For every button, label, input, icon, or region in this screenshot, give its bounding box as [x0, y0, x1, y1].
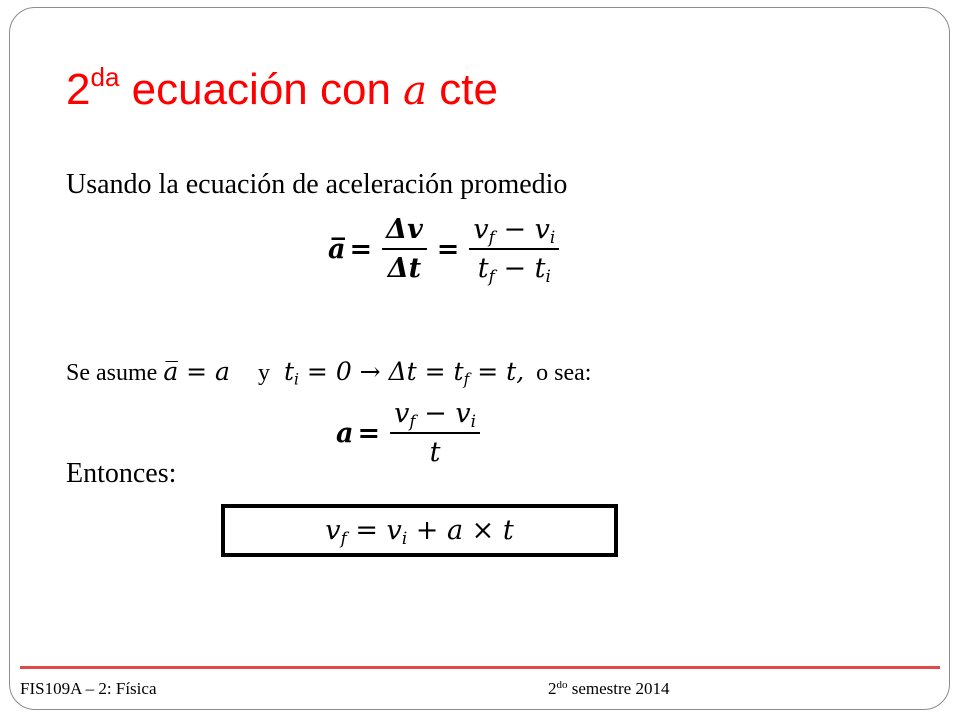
eq1-equals-1: =	[349, 233, 373, 265]
eq1-fraction-expanded	[469, 214, 559, 287]
assume-suffix: o sea:	[536, 360, 592, 386]
slide-title: $2^{da}$ ecuación con a cte	[66, 62, 498, 114]
assume-connector: y	[257, 360, 270, 386]
acceleration-equation	[336, 398, 486, 468]
eq2-denominator: t	[429, 437, 441, 468]
eq1-den-delta-t: Δt	[387, 253, 422, 284]
eq1-fraction-delta	[382, 214, 427, 284]
eq1-equals-2: =	[436, 233, 460, 265]
footer-semester: $2^{do}$ semestre 2014	[548, 679, 670, 698]
eq1-lhs: a̅	[328, 233, 346, 265]
average-acceleration-equation	[328, 214, 565, 287]
result-equation: $v_f = v_i + a \times t$	[325, 515, 514, 549]
assume-expr-abar: a̅ = a	[163, 357, 230, 386]
result-equation-box	[221, 504, 618, 557]
eq2-numerator: $v_f - v_i$	[394, 398, 476, 432]
assumption-line	[66, 357, 591, 387]
eq2-lhs: a	[336, 417, 354, 449]
entonces-label: Entonces:	[66, 458, 177, 489]
intro-text: Usando la ecuación de aceleración promedio	[66, 169, 568, 200]
assume-expr-time: $t_i = 0 \to \Delta t = t_f = t$,	[283, 357, 525, 389]
assume-prefix: Se asume	[66, 360, 158, 386]
footer-divider	[20, 666, 940, 669]
eq1-num-expanded: $v_f - v_i$	[473, 214, 556, 248]
footer-course: FIS109A – 2: Física	[20, 679, 157, 698]
eq1-num-delta-v: Δv	[386, 214, 423, 245]
eq2-fraction	[390, 398, 480, 468]
eq2-equals: =	[357, 417, 381, 449]
eq1-den-expanded: $t_f - t_i$	[477, 253, 551, 287]
